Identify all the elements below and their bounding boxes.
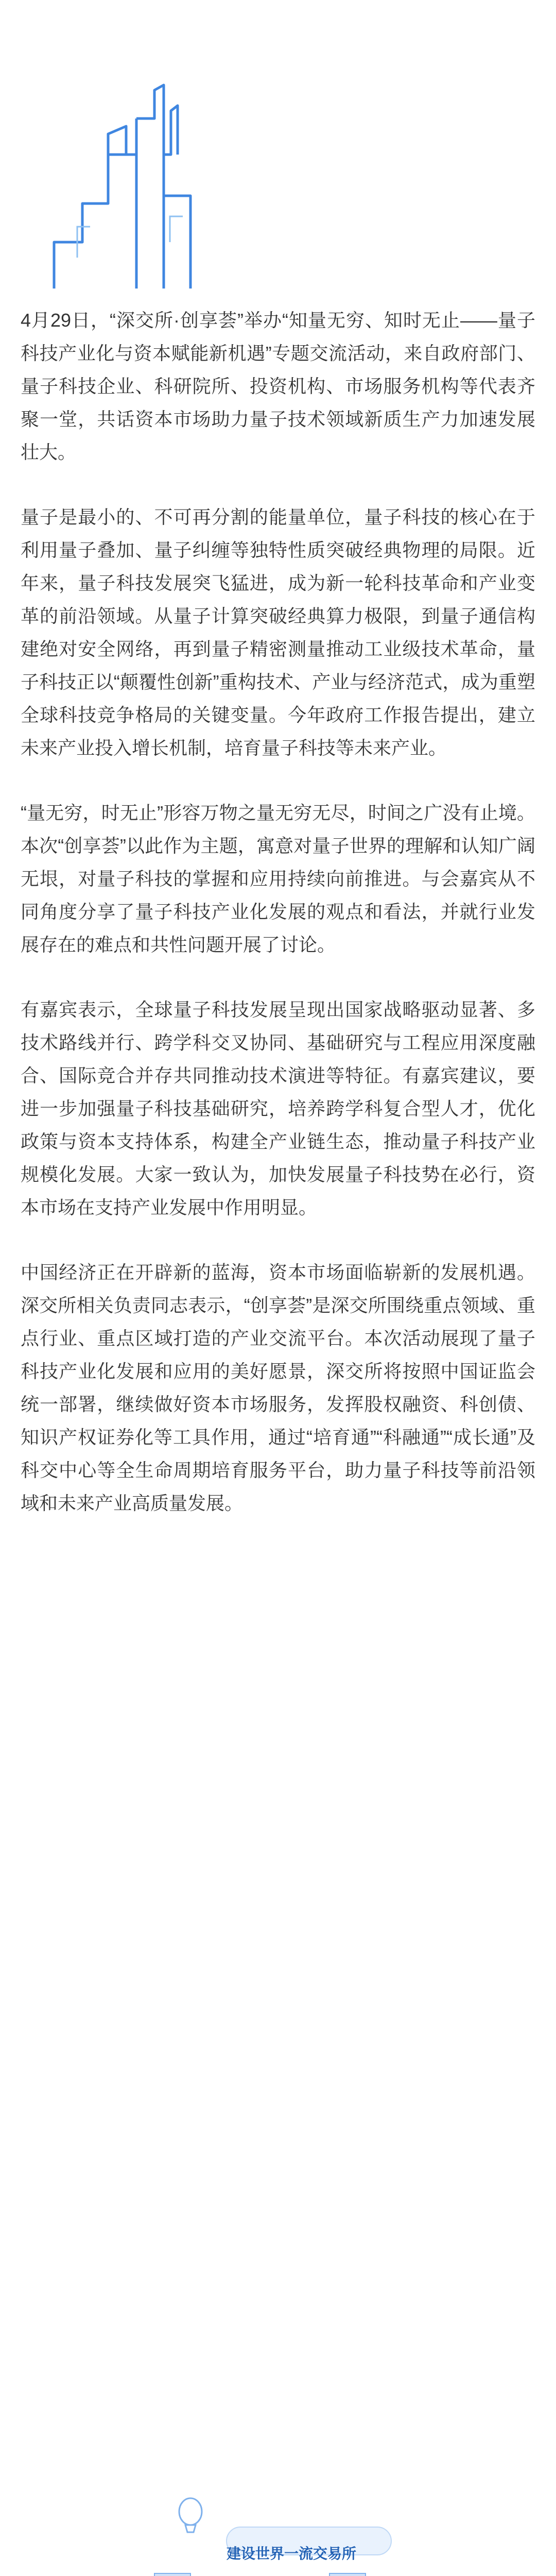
article-paragraph: 中国经济正在开辟新的蓝海，资本市场面临崭新的发展机遇。深交所相关负责同志表示，“创享荟”是深交所围绕重点领域、重点行业、重点区域打造的产业交流平台。本次活动展现了量子科技产业化发展和应用的美好愿景，深交所将按照中国证监会统一部署，继续做好资本市场服务，发挥股权融资、科创债、知识产权证券化等工具作用，通过“培育通”“科融通”“成长通”及科交中心等全生命周期培育服务平台，助力量子科技等前沿领域和未来产业高质量发展。 [21, 1262, 535, 1514]
szse-slogan: 建设世界一流交易所 [227, 2546, 357, 2562]
article-paragraph: 量子是最小的、不可再分割的能量单位，量子科技的核心在于利用量子叠加、量子纠缠等独特性质突破经典物理的局限。近年来，量子科技发展突飞猛进，成为新一轮科技革命和产业变革的前沿领域。从量子计算突破经典算力极限，到量子通信构建绝对安全网络，再到量子精密测量推动工业级技术革命，量子科技正以“颠覆性创新”重构技术、产业与经济范式，成为重塑全球科技竞争格局的关键变量。今年政府工作报告提出，建立未来产业投入增长机制，培育量子科技等未来产业。 [21, 506, 535, 758]
article-paragraph: 有嘉宾表示，全球量子科技发展呈现出国家战略驱动显著、多技术路线并行、跨学科交叉协同、基础研究与工程应用深度融合、国际竞合并存共同推动技术演进等特征。有嘉宾建议，要进一步加强量子科技基础研究，培养跨学科复合型人才，优化政策与资本支持体系，构建全产业链生态，推动量子科技产业规模化发展。大家一致认为，加快发展量子科技势在必行，资本市场在支持产业发展中作用明显。 [21, 999, 535, 1218]
article-paragraph: “量无穷，时无止”形容万物之量无穷无尽，时间之广没有止境。本次“创享荟”以此作为主题，寓意对量子世界的理解和认知广阔无垠，对量子科技的掌握和应用持续向前推进。与会嘉宾从不同角度分享了量子科技产业化发展的观点和看法，并就行业发展存在的难点和共性问题开展了讨论。 [21, 802, 535, 955]
article-paragraph: 4月29日，“深交所·创享荟”举办“知量无穷、知时无止——量子科技产业化与资本赋能新机遇”专题交流活动，来自政府部门、量子科技企业、科研院所、投资机构、市场服务机构等代表齐聚一堂，共话资本市场助力量子技术领域新质生产力加速发展壮大。 [21, 310, 535, 463]
hero-skyline-illustration [0, 0, 556, 289]
article-body [21, 304, 535, 1552]
